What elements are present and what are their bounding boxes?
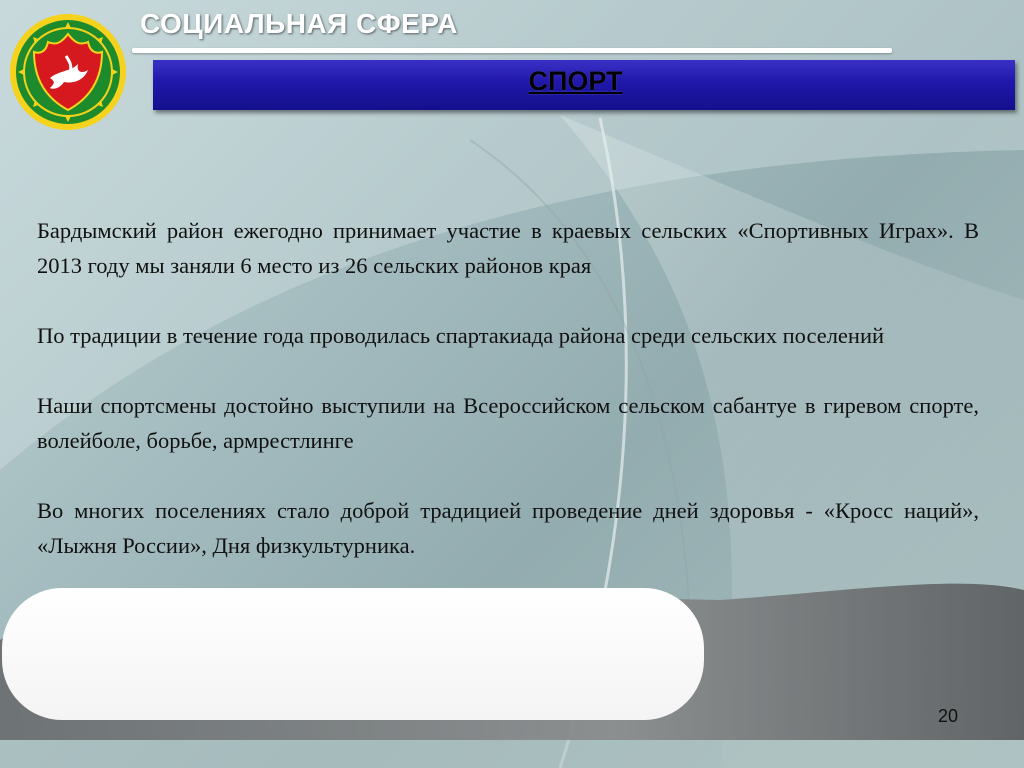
district-coat-of-arms-icon	[6, 12, 130, 132]
paragraph-sport-games: Бардымский район ежегодно принимает участие в краевых сельских «Спортивных Играх». В 2013 году мы заняли 6 место из 26 сельских районов края	[37, 218, 979, 278]
header-divider	[132, 48, 892, 53]
slide-body	[37, 213, 979, 563]
paragraph-health-days: Во многих поселениях стало доброй традицией проведение дней здоровья - «Кросс наций», «Лыжня России», Дня физкультурника.	[37, 498, 979, 558]
paragraph-sabantuy: Наши спортсмены достойно выступили на Всероссийском сельском сабантуе в гиревом спорте, волейболе, борьбе, армрестлинге	[37, 393, 979, 453]
district-emblem	[6, 12, 130, 132]
section-title: СОЦИАЛЬНАЯ СФЕРА	[140, 8, 458, 39]
paragraph-spartakiad: По традиции в течение года проводилась спартакиада района среди сельских поселений	[37, 323, 885, 348]
page-number: 20	[938, 706, 959, 726]
topic-banner	[153, 60, 1015, 110]
topic-title: СПОРТ	[528, 65, 623, 96]
